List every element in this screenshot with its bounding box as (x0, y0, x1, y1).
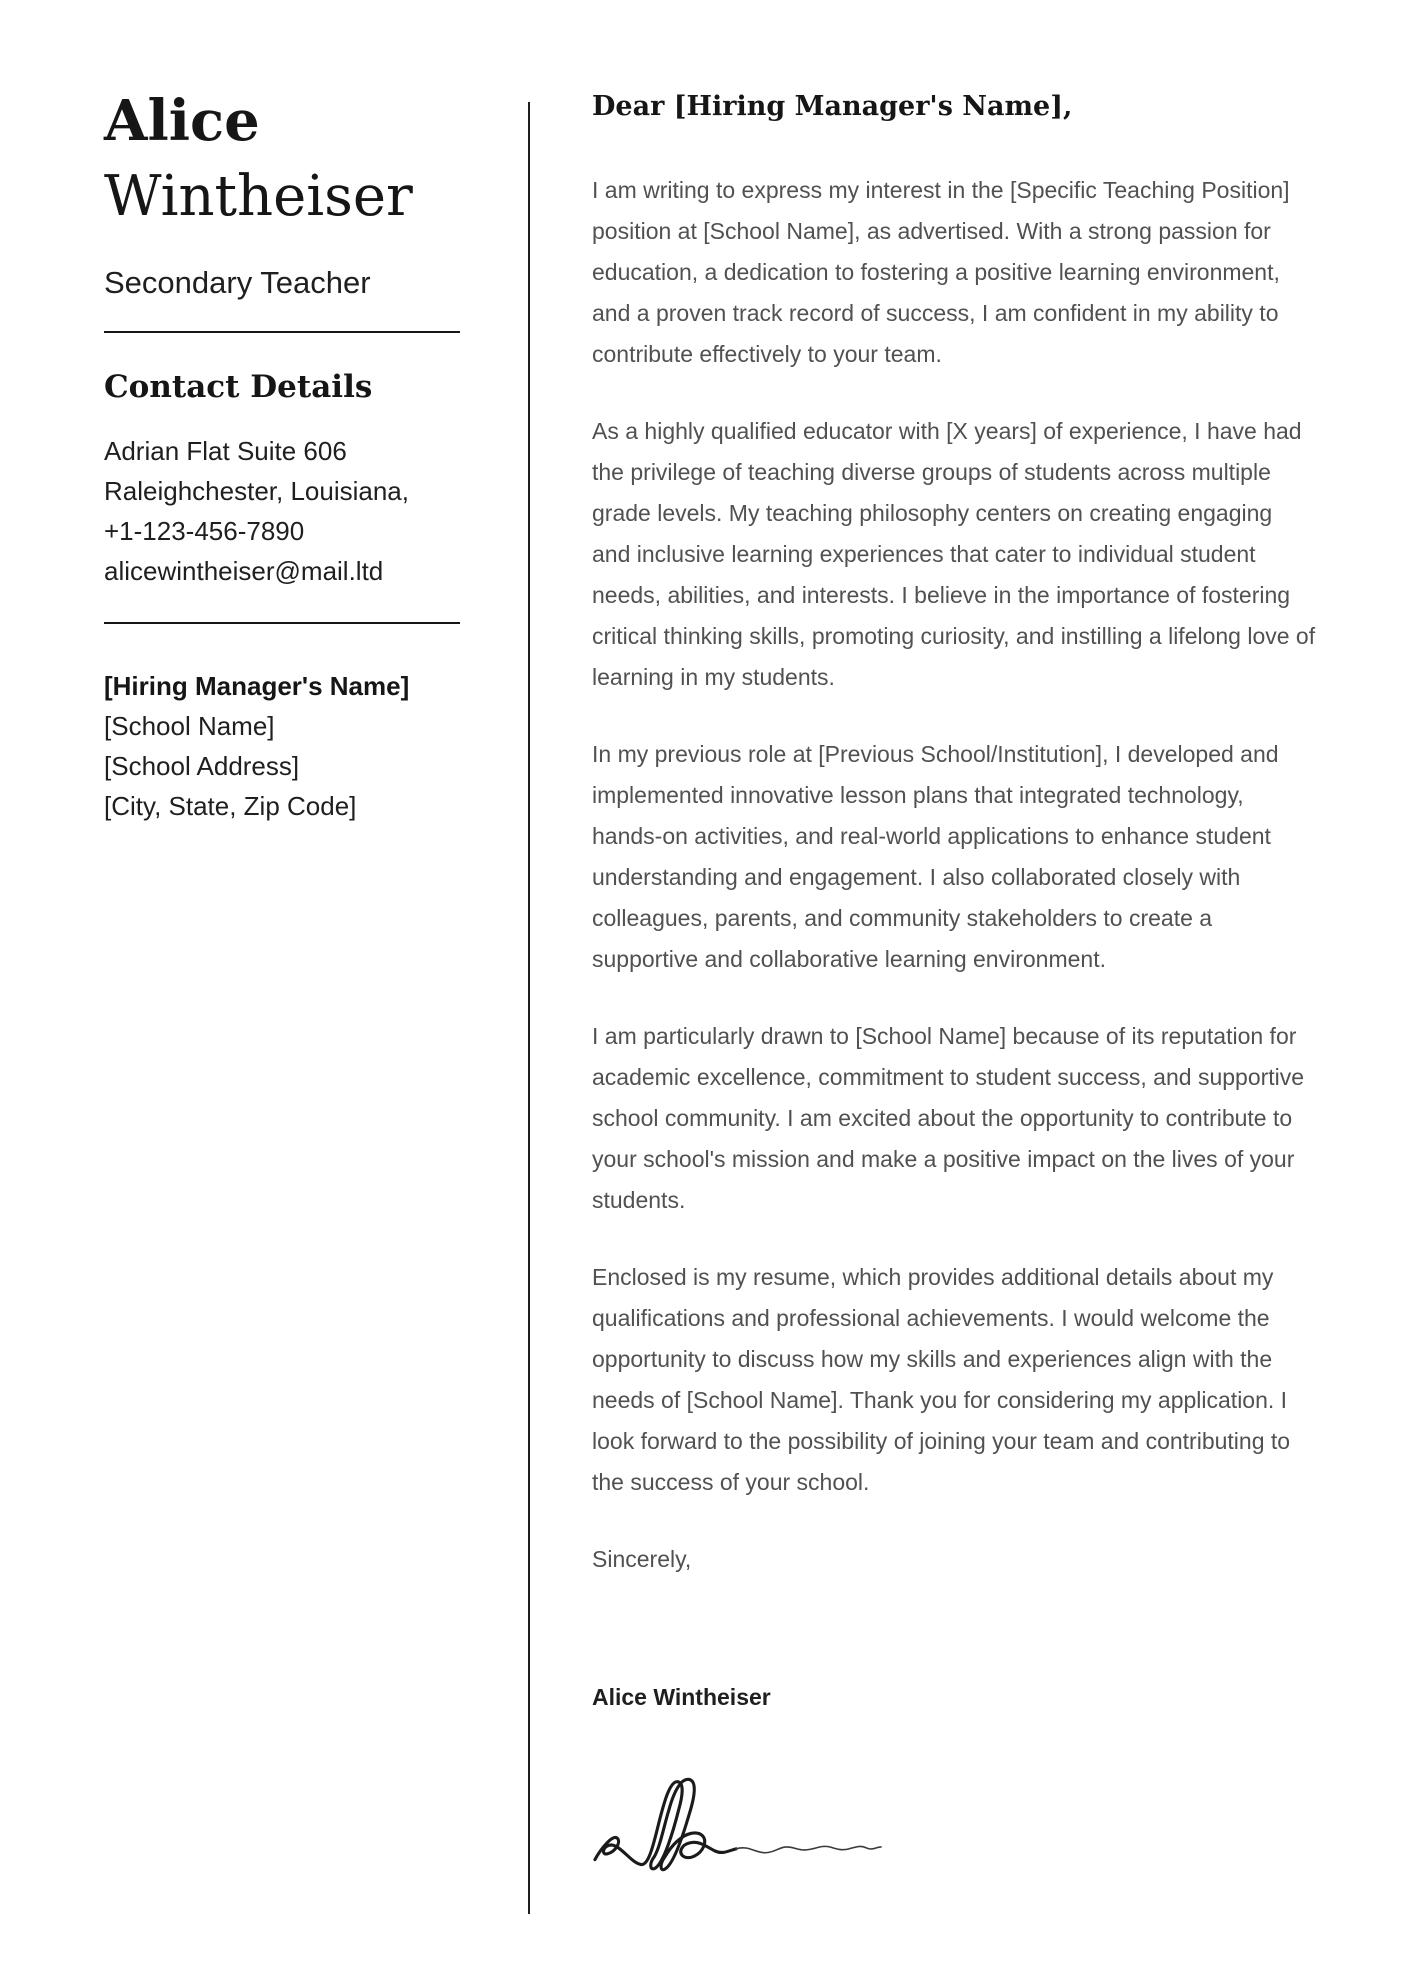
signature-image (592, 1774, 884, 1878)
contact-list (104, 431, 460, 591)
paragraph-5: Enclosed is my resume, which provides additional details about my qualifications and professional achievements. I would welcome the opportunity to discuss how my skills and experiences align with the needs of [School Name]. Thank you for considering my application. I look forward to the possibility of joining your team and contributing to the success of your school. (592, 1264, 1291, 1495)
recipient-name: [Hiring Manager's Name] (104, 671, 410, 701)
paragraph-2: As a highly qualified educator with [X years] of experience, I have had the privilege of teaching diverse groups of students across multiple grade levels. My teaching philosophy centers on creating engaging and inclusive learning experiences that cater to individual student needs, abilities, and interests. I believe in the importance of fostering critical thinking skills, promoting curiosity, and instilling a lifelong love of learning in my students. (592, 418, 1316, 690)
candidate-last-name: Wintheiser (104, 164, 413, 229)
sidebar-divider-bottom (104, 622, 460, 624)
candidate-first-name: Alice (104, 88, 260, 154)
vertical-divider (528, 102, 530, 1914)
paragraph-3: In my previous role at [Previous School/Institution], I developed and implemented innovative lesson plans that integrated technology, hands-on activities, and real-world applications to enhance student understanding and engagement. I also collaborated closely with colleagues, parents, and community stakeholders to create a supportive and collaborative learning environment. (592, 741, 1279, 972)
greeting: Dear [Hiring Manager's Name], (592, 91, 1073, 122)
email-address: alicewintheiser@mail.ltd (104, 556, 384, 586)
recipient-block (104, 666, 460, 826)
phone-number: +1-123-456-7890 (104, 516, 305, 546)
paragraph-4: I am particularly drawn to [School Name] because of its reputation for academic excellence, commitment to student success, and supportive school community. I am excited about the opportunity to contribute to your school's mission and make a positive impact on the lives of your students. (592, 1023, 1305, 1213)
contact-details-heading: Contact Details (104, 369, 373, 405)
job-title: Secondary Teacher (104, 265, 371, 300)
address-line-1: Adrian Flat Suite 606 (104, 436, 347, 466)
sidebar-divider-top (104, 331, 460, 333)
candidate-name (104, 84, 460, 234)
recipient-city-state-zip: [City, State, Zip Code] (104, 791, 357, 821)
recipient-address: [School Address] (104, 751, 300, 781)
closing: Sincerely, (592, 1546, 692, 1572)
paragraph-1: I am writing to express my interest in the [Specific Teaching Position] position at [School Name], as advertised. With a strong passion for education, a dedication to fostering a positive learning environment, and a proven track record of success, I am confident in my ability to contribute effectively to your team. (592, 177, 1290, 367)
signature-name: Alice Wintheiser (592, 1684, 771, 1710)
sidebar (104, 84, 460, 826)
letter-body (592, 90, 1316, 1878)
recipient-school: [School Name] (104, 711, 275, 741)
address-line-2: Raleighchester, Louisiana, (104, 476, 409, 506)
